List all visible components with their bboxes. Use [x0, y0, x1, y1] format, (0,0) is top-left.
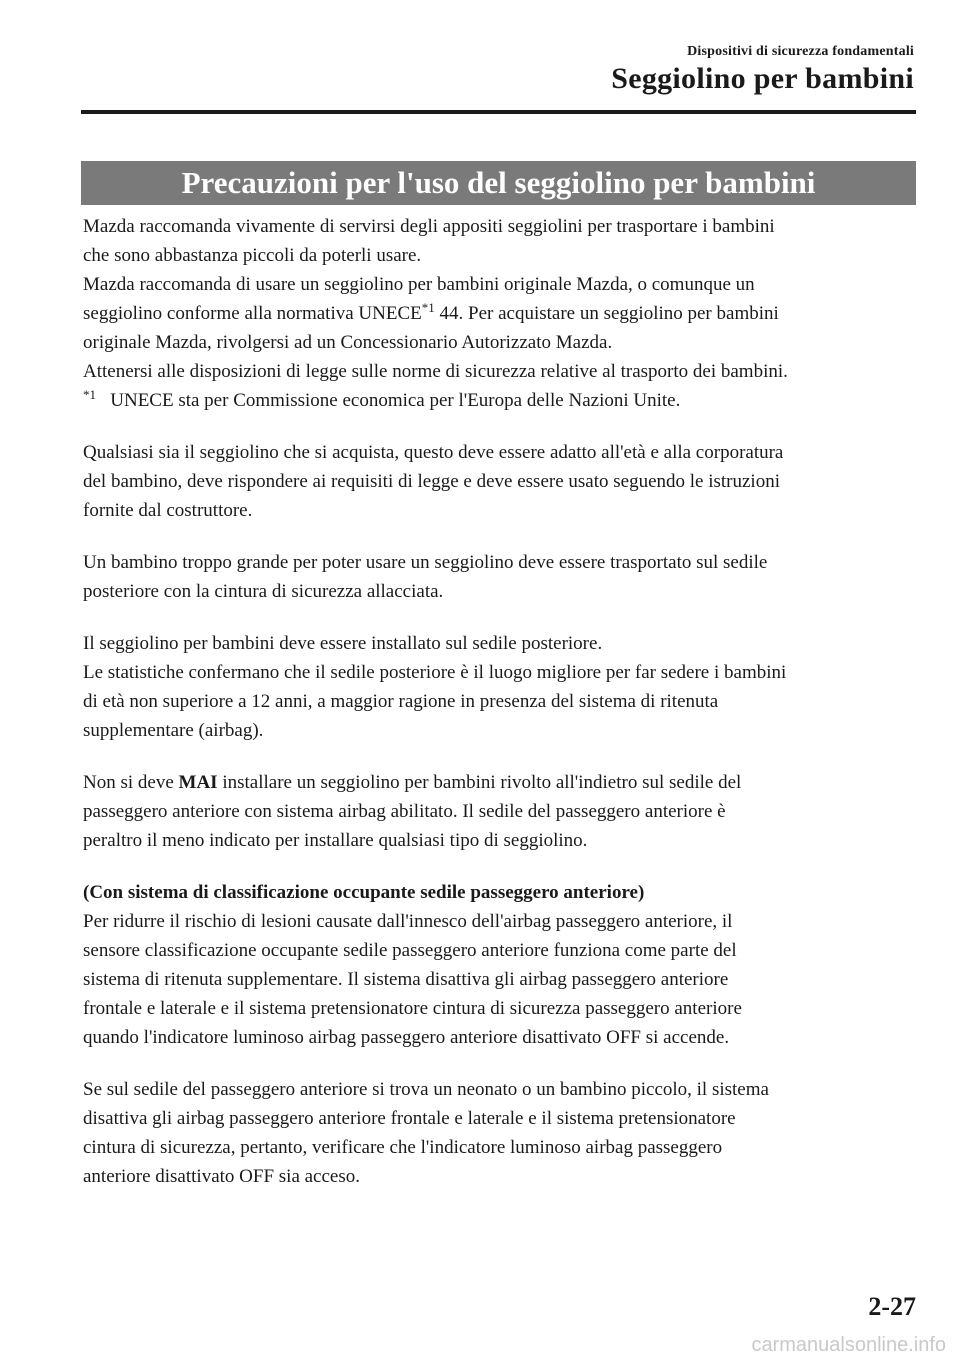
paragraph-line: Mazda raccomanda vivamente di servirsi degli appositi seggiolini per trasportare i bambini [83, 216, 775, 237]
paragraph-line: passeggero anteriore con sistema airbag abilitato. Il sedile del passeggero anteriore è [83, 801, 726, 822]
page-header [611, 44, 914, 96]
footnote-mark: *1 [83, 387, 96, 402]
paragraph-line: disattiva gli airbag passeggero anteriore frontale e laterale e il sistema pretensionatore [83, 1108, 736, 1129]
paragraph-line: sensore classificazione occupante sedile passeggero anteriore funziona come parte del [83, 940, 737, 961]
paragraph-line: Qualsiasi sia il seggiolino che si acquista, questo deve essere adatto all'età e alla corporatura [83, 442, 784, 463]
section-heading: Precauzioni per l'uso del seggiolino per bambini [81, 161, 916, 205]
header-divider [81, 110, 916, 114]
paragraph-line: di età non superiore a 12 anni, a maggior ragione in presenza del sistema di ritenuta [83, 691, 719, 712]
footnote [83, 386, 919, 415]
text-segment: installare un seggiolino per bambini rivolto all'indietro sul sedile del [217, 772, 742, 793]
paragraph-line: originale Mazda, rivolgersi ad un Concessionario Autorizzato Mazda. [83, 332, 613, 353]
paragraph-line: Se sul sedile del passeggero anteriore si trova un neonato o un bambino piccolo, il sistema [83, 1079, 769, 1100]
paragraph-line-with-footnote [83, 299, 919, 328]
paragraph-line: supplementare (airbag). [83, 720, 264, 741]
footnote-reference: *1 [421, 300, 435, 315]
paragraph-line: Mazda raccomanda di usare un seggiolino per bambini originale Mazda, o comunque un [83, 274, 755, 295]
paragraph-line: Per ridurre il rischio di lesioni causate dall'innesco dell'airbag passeggero anteriore, il [83, 911, 733, 932]
paragraph-line: sistema di ritenuta supplementare. Il sistema disattiva gli airbag passeggero anteriore [83, 969, 729, 990]
paragraph-line: Il seggiolino per bambini deve essere installato sul sedile posteriore. [83, 633, 603, 654]
paragraph-line: Le statistiche confermano che il sedile posteriore è il luogo migliore per far sedere i bambini [83, 662, 787, 683]
chapter-subtitle: Dispositivi di sicurezza fondamentali [687, 44, 914, 59]
paragraph-line: cintura di sicurezza, pertanto, verificare che l'indicatore luminoso airbag passeggero [83, 1137, 723, 1158]
paragraph-line: del bambino, deve rispondere ai requisiti di legge e deve essere usato seguendo le istruzioni [83, 471, 780, 492]
paragraph-line: posteriore con la cintura di sicurezza allacciata. [83, 581, 444, 602]
paragraph-line: anteriore disattivato OFF sia acceso. [83, 1166, 361, 1187]
paragraph-line-with-emphasis [83, 768, 919, 797]
subsection-heading: (Con sistema di classificazione occupante sedile passeggero anteriore) [83, 882, 645, 903]
text-segment: 44. Per acquistare un seggiolino per bambini [434, 303, 779, 324]
paragraph-line: fornite dal costruttore. [83, 500, 253, 521]
paragraph-line: quando l'indicatore luminoso airbag passeggero anteriore disattivato OFF si accende. [83, 1027, 730, 1048]
body-text [83, 212, 919, 1191]
watermark: carmanualsonline.info [751, 1334, 946, 1356]
text-segment: seggiolino conforme alla normativa UNECE [83, 303, 422, 324]
emphasis-word: MAI [178, 772, 218, 793]
paragraph-line: frontale e laterale e il sistema pretensionatore cintura di sicurezza passeggero anteriore [83, 998, 742, 1019]
footnote-text: UNECE sta per Commissione economica per l'Europa delle Nazioni Unite. [96, 390, 681, 411]
paragraph-line: che sono abbastanza piccoli da poterli usare. [83, 245, 422, 266]
paragraph-line: peraltro il meno indicato per installare qualsiasi tipo di seggiolino. [83, 830, 588, 851]
page-number: 2-27 [868, 1292, 916, 1321]
paragraph-line: Attenersi alle disposizioni di legge sulle norme di sicurezza relative al trasporto dei bambini. [83, 361, 788, 382]
chapter-title: Seggiolino per bambini [611, 62, 914, 95]
paragraph-line: Un bambino troppo grande per poter usare un seggiolino deve essere trasportato sul sedile [83, 552, 768, 573]
text-segment: Non si deve [83, 772, 179, 793]
